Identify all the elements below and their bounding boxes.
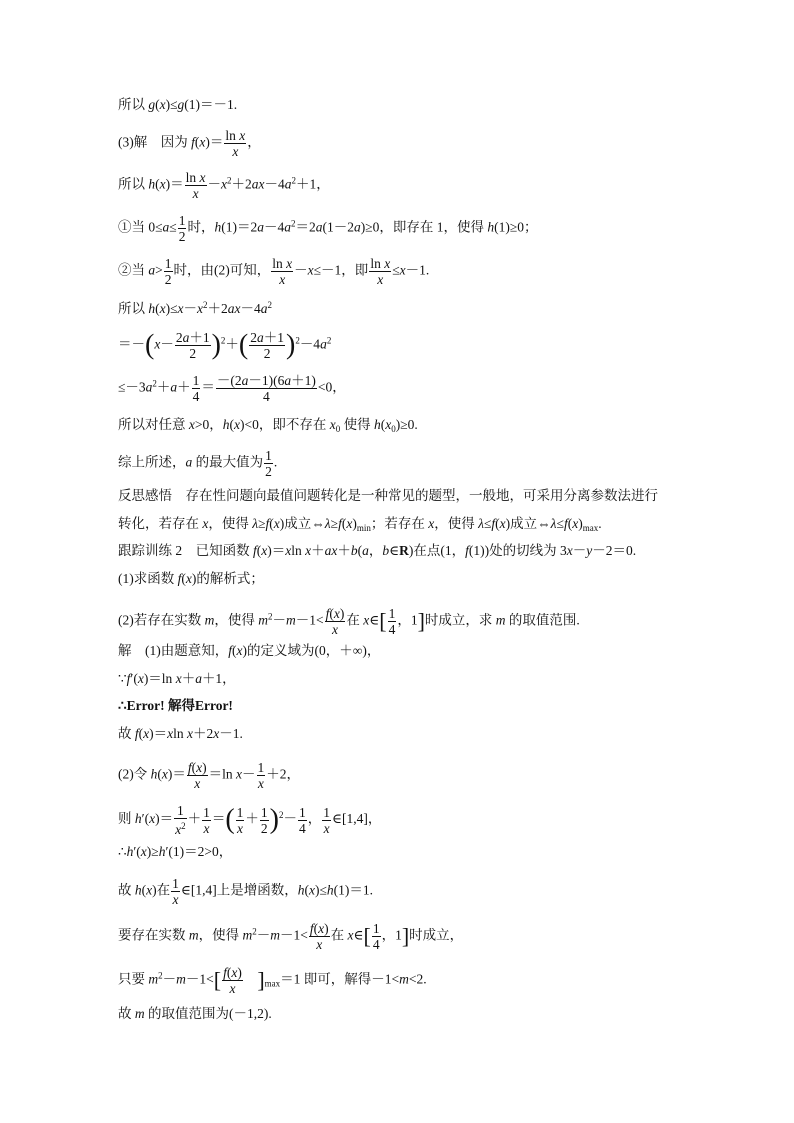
fraction: $\frac{1}{2}$ [178,213,186,244]
fraction: $\frac{1}{4}$ [298,804,306,836]
text-line: 要存在实数 m，使得 $m^2-m-1<$ $\frac{f(x)}{x}$ 在 x∈[ $\frac{1}{4}$ ，1]时成立， [118,921,464,952]
text-line: (2)若存在实数 m，使得 $m^2-m-1<$ $\frac{f(x)}{x}$ 在 x∈[ $\frac{1}{4}$ ，1]时成立，求 m 的取值范围. [118,606,580,637]
text-line: ∴h′(x)≥h′(1)＝2>0， [118,844,233,859]
fraction: $\frac{1}{x}$ [236,804,244,836]
text-line: 故 m 的取值范围为(－1,2). [118,1006,272,1021]
fraction: $\frac{1}{4}$ [372,921,380,952]
fraction: $\frac{1}{x}$ [172,876,179,907]
fraction: $\frac{1}{4}$ [388,606,396,637]
text-line: ①当 0≤a≤ $\frac{1}{2}$ 时，$h(1)=2a-4a^2=2a(1-2a)\ge 0$，即存在 1，使得 h(1)≥0； [118,213,538,244]
fraction: $\frac{f(x)}{x}$ [325,606,345,637]
fraction: $\frac{1}{4}$ [192,373,200,404]
text-line: (2)令 h(x)＝ $\frac{f(x)}{x}$ ＝ln x－ $\frac{1}{x}$ ＋2， [118,760,301,791]
fraction: $\frac{\text{ln x}}{x}$ [370,256,391,287]
text-line: 综上所述，a 的最大值为 $\frac{1}{2}$ . [118,448,278,479]
text-line: 所以 $h(x)\le x-x^2+2ax-4a^2$ [118,300,273,316]
text-line: 则 h′(x)＝ $\frac{1}{x^2}$ ＋ $\frac{1}{x}$ ＝( $\frac{1}{x}$ ＋ $\frac{1}{2}$ )$^2$－ $\frac{1}{4}$ ， $\frac{1}{x}$ ∈[1,4]， [118,803,382,837]
fraction: $\frac{\text{ln x}}{x}$ [185,170,206,201]
fraction: $\frac{\text{ln x}}{x}$ [225,128,246,159]
text-line: ②当 a> $\frac{1}{2}$ 时，由(2)可知， $\frac{\text{ln x}}{x}$ －x≤－1，即 $\frac{\text{ln x}}{x}$ ≤x－1. [118,256,430,287]
text-line: 所以 h(x)＝ $\frac{\text{ln x}}{x}$ $-x^2+2ax-4a^2+1$， [118,170,330,201]
text-line: (3)解 因为 f(x)＝ $\frac{\text{ln x}}{x}$ ， [118,128,261,159]
fraction: $\frac{f(x)}{x}$ [309,921,329,952]
text-line: ＝－(x－ $\frac{2a+1}{2}$ )$^2$＋( $\frac{2a+1}{2}$ )$^2-4a^2$ [118,329,332,361]
fraction: $\frac{f(x)}{x}$ [223,965,242,996]
text-line: 所以对任意 x>0，h(x)<0，即不存在 $x_0$ 使得 $h(x_0)\ge 0$. [118,417,418,434]
text-line: 跟踪训练 2 已知函数 f(x)＝xln x＋ax＋b(a，b∈R)在点(1，f(1))处的切线为 3x－y－2＝0. [118,543,637,558]
text-line: 解 (1)由题意知，f(x)的定义域为(0，＋∞)， [118,643,381,658]
fraction: $\frac{1}{x}$ [257,760,265,791]
fraction: $\frac{1}{x}$ [203,804,210,836]
fraction: $\frac{2a+1}{2}$ [175,330,210,361]
fraction: $\frac{1}{2}$ [164,256,172,287]
text-line: 反思感悟 存在性问题向最值问题转化是一种常见的题型，一般地，可采用分离参数法进行 [118,488,658,503]
text-line: $\le-3a^2+a+$ $\frac{1}{4}$ ＝ $\frac{-(2a-1)(6a+1)}{4}$ <0， [118,373,346,404]
text-line: 故 f(x)＝xln x＋2x－1. [118,726,243,741]
fraction: $\frac{1}{2}$ [260,804,268,836]
fraction: $\frac{-(2a-1)(6a+1)}{4}$ [216,373,316,404]
text-line: 只要 $m^2-m-1<$[ $\frac{f(x)}{x}$ ]$_{max}=1$ 即可，解得－1<m<2. [118,965,427,996]
fraction: $\frac{\text{ln x}}{x}$ [272,256,293,287]
text-line: 转化，若存在 x，使得 λ≥f(x)成立$\Leftrightarrow\lambda\ge f(x)_{min}$；若存在 x，使得 λ≤f(x)成立$\Leftrightarrow\lambda\le f(x)_{max}$. [118,516,602,533]
text-line: (1)求函数 f(x)的解析式； [118,571,264,586]
fraction: $\frac{1}{2}$ [265,448,272,479]
text-line: 故 h(x)在 $\frac{1}{x}$ ∈[1,4]上是增函数，h(x)≤h(1)＝1. [118,876,374,907]
text-line: ∴Error! 解得Error! [118,698,233,713]
fraction: $\frac{f(x)}{x}$ [187,760,207,791]
fraction: $\frac{2a+1}{2}$ [250,330,284,361]
text-line: ∵f′(x)＝ln x＋a＋1， [118,671,236,686]
fraction: $\frac{1}{x^2}$ [175,803,186,837]
text-line: 所以 g(x)≤g(1)＝－1. [118,97,238,112]
fraction: $\frac{1}{x}$ [323,804,330,836]
